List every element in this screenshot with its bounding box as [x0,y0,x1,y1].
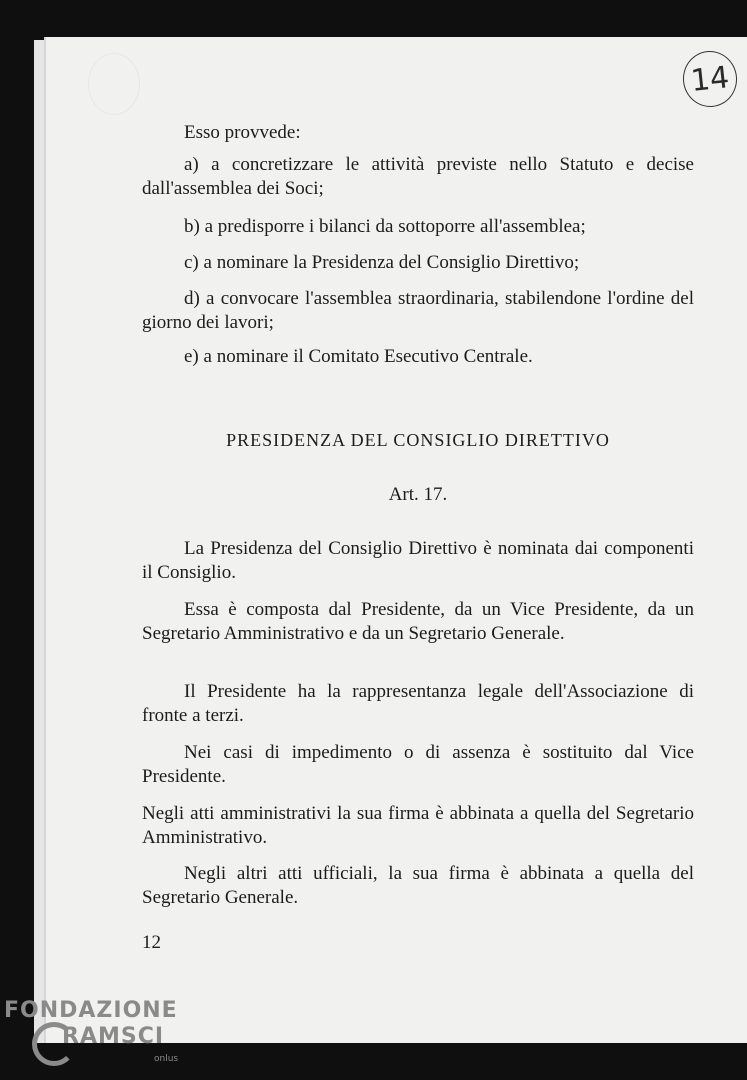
paragraph-2: Essa è composta dal Presidente, da un Vice Presidente, da un Segretario Amministrativo e da un Segretario Generale. [142,599,694,644]
paragraph-6: Negli altri atti ufficiali, la sua firma è abbinata a quella del Segretario Generale. [142,863,694,908]
paragraph-4: Nei casi di impedimento o di assenza è sostituito dal Vice Presidente. [142,742,694,787]
document-page [46,37,747,1043]
page-number: 12 [142,932,161,953]
paragraph-5: Negli atti amministrativi la sua firma è abbinata a quella del Segretario Amministrativo. [142,803,694,848]
paragraph-item-d: d) a convocare l'assemblea straordinaria, stabilendone l'ordine del giorno dei lavori; [142,288,694,333]
paragraph-item-e: e) a nominare il Comitato Esecutivo Centrale. [184,346,533,367]
handwritten-page-number: 14 [680,48,740,109]
paragraph-item-c: c) a nominare la Presidenza del Consiglio Direttivo; [184,252,580,273]
paragraph-intro: Esso provvede: [184,122,301,143]
paragraph-item-b: b) a predisporre i bilanci da sottoporre all'assemblea; [184,216,586,237]
watermark-line-3: onlus [154,1054,179,1064]
watermark-line-2: RAMSCI [62,1024,165,1049]
watermark-line-1: FONDAZIONE [4,998,178,1023]
faded-stamp [88,53,140,115]
section-heading: PRESIDENZA DEL CONSIGLIO DIRETTIVO [226,430,610,450]
paragraph-1: La Presidenza del Consiglio Direttivo è nominata dai componenti il Consiglio. [142,538,694,583]
paragraph-3: Il Presidente ha la rappresentanza legale dell'Associazione di fronte a terzi. [142,681,694,726]
watermark-logo [4,998,184,1068]
article-title: Art. 17. [388,484,448,505]
paragraph-item-a: a) a concretizzare le attività previste nello Statuto e decise dall'assemblea dei Soci; [142,154,694,199]
